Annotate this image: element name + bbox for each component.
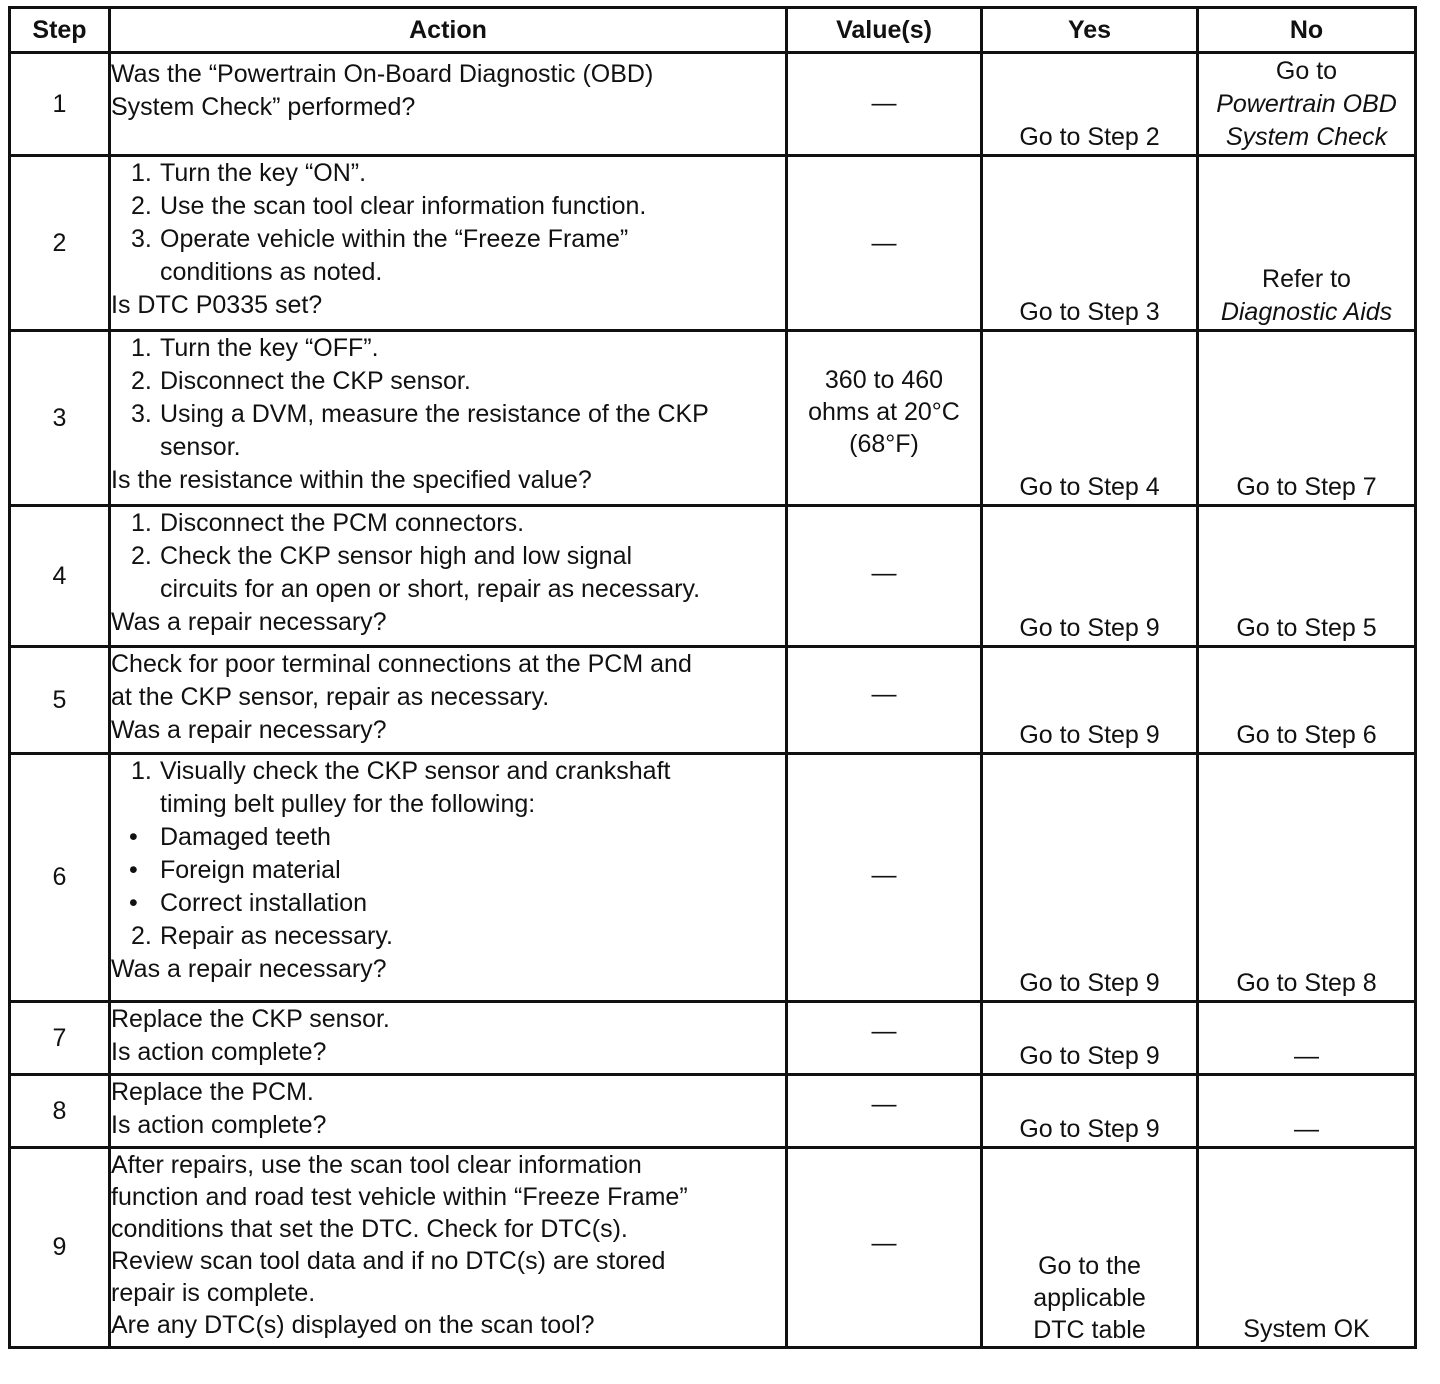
- action-cell: [110, 506, 787, 647]
- table-row: [10, 754, 1416, 1002]
- value-text: —: [871, 1017, 897, 1045]
- no-text: —: [1294, 1042, 1319, 1070]
- yes-cell: [982, 1002, 1198, 1075]
- no-link[interactable]: Powertrain OBD: [1216, 90, 1397, 118]
- header-row: [10, 8, 1416, 53]
- no-cell: [1198, 647, 1416, 754]
- step-number: 9: [10, 1148, 110, 1348]
- action-item: 2. Repair as necessary.: [131, 922, 393, 950]
- value-text: —: [871, 680, 897, 708]
- value-cell: [787, 1075, 982, 1148]
- step-number: 8: [10, 1075, 110, 1148]
- yes-text: Go to Step 3: [1019, 298, 1160, 326]
- action-continuation: sensor.: [160, 433, 241, 461]
- table-row: [10, 331, 1416, 506]
- action-line: Was a repair necessary?: [111, 716, 387, 744]
- bullet-item: • Damaged teeth: [129, 823, 331, 851]
- value-cell: [787, 647, 982, 754]
- yes-text: Go to Step 9: [1019, 1042, 1160, 1070]
- step-number: 3: [10, 331, 110, 506]
- action-item: 1. Turn the key “OFF”.: [131, 334, 379, 362]
- header-action: Action: [110, 8, 787, 53]
- no-text: Go to Step 5: [1236, 614, 1377, 642]
- step-number: 7: [10, 1002, 110, 1075]
- action-cell: [110, 1002, 787, 1075]
- action-line: Was the “Powertrain On-Board Diagnostic (OBD): [111, 60, 654, 88]
- value-text: —: [871, 1090, 897, 1118]
- action-line: After repairs, use the scan tool clear information: [111, 1151, 642, 1179]
- action-line: at the CKP sensor, repair as necessary.: [111, 683, 550, 711]
- yes-cell: [982, 331, 1198, 506]
- yes-cell: [982, 506, 1198, 647]
- action-line: Are any DTC(s) displayed on the scan tool?: [111, 1311, 595, 1339]
- value-cell: [787, 1148, 982, 1348]
- yes-text: Go to Step 9: [1019, 1115, 1160, 1143]
- action-line: System Check” performed?: [111, 93, 416, 121]
- step-number: 6: [10, 754, 110, 1002]
- action-line: Review scan tool data and if no DTC(s) are stored: [111, 1247, 666, 1275]
- no-text: Go to: [1275, 57, 1338, 85]
- yes-cell: [982, 754, 1198, 1002]
- no-cell: [1198, 506, 1416, 647]
- header-no: No: [1198, 8, 1416, 53]
- action-item: 2. Disconnect the CKP sensor.: [131, 367, 471, 395]
- header-step: Step: [10, 8, 110, 53]
- action-item: 3. Using a DVM, measure the resistance of the CKP: [131, 400, 709, 428]
- no-link[interactable]: Diagnostic Aids: [1220, 298, 1393, 326]
- no-text: —: [1294, 1115, 1319, 1143]
- action-question: Was a repair necessary?: [111, 608, 387, 636]
- yes-text: Go to Step 4: [1019, 473, 1160, 501]
- yes-cell: [982, 53, 1198, 156]
- action-line: Replace the PCM.: [111, 1078, 314, 1106]
- step-number: 2: [10, 156, 110, 331]
- no-cell: [1198, 1075, 1416, 1148]
- no-cell: [1198, 156, 1416, 331]
- no-cell: [1198, 754, 1416, 1002]
- no-text: Go to Step 8: [1236, 969, 1377, 997]
- bullet-item: • Foreign material: [129, 856, 341, 884]
- no-text: System OK: [1243, 1315, 1370, 1343]
- value-text: —: [871, 229, 897, 257]
- action-line: Is action complete?: [111, 1111, 327, 1139]
- step-number: 5: [10, 647, 110, 754]
- action-item: 3. Operate vehicle within the “Freeze Frame”: [131, 225, 629, 253]
- action-question: Was a repair necessary?: [111, 955, 387, 983]
- value-cell: [787, 754, 982, 1002]
- table-row: [10, 53, 1416, 156]
- value-text: ohms at 20°C: [808, 398, 960, 426]
- no-cell: [1198, 331, 1416, 506]
- action-question: Is DTC P0335 set?: [111, 291, 323, 319]
- yes-text: Go to Step 2: [1019, 123, 1160, 151]
- header-yes: Yes: [982, 8, 1198, 53]
- value-text: —: [871, 559, 897, 587]
- value-cell: [787, 506, 982, 647]
- yes-cell: [982, 647, 1198, 754]
- step-number: 4: [10, 506, 110, 647]
- action-item: 1. Disconnect the PCM connectors.: [131, 509, 525, 537]
- value-text: —: [871, 861, 897, 889]
- action-line: repair is complete.: [111, 1279, 316, 1307]
- action-question: Is the resistance within the specified value?: [111, 466, 592, 494]
- action-cell: [110, 647, 787, 754]
- yes-text: Go to Step 9: [1019, 721, 1160, 749]
- table-row: [10, 156, 1416, 331]
- no-text: Go to Step 7: [1236, 473, 1377, 501]
- no-link[interactable]: System Check: [1225, 123, 1388, 151]
- action-line: Replace the CKP sensor.: [111, 1005, 390, 1033]
- yes-text: DTC table: [1033, 1316, 1146, 1344]
- value-cell: [787, 331, 982, 506]
- value-cell: [787, 53, 982, 156]
- action-cell: [110, 331, 787, 506]
- value-text: —: [871, 1229, 897, 1257]
- action-line: Is action complete?: [111, 1038, 327, 1066]
- no-cell: [1198, 1002, 1416, 1075]
- diagnostic-table: [8, 6, 1417, 1349]
- yes-cell: [982, 1148, 1198, 1348]
- table-row: [10, 1075, 1416, 1148]
- no-text: Refer to: [1262, 265, 1351, 293]
- table-row: [10, 506, 1416, 647]
- action-cell: [110, 1148, 787, 1348]
- value-cell: [787, 1002, 982, 1075]
- yes-cell: [982, 156, 1198, 331]
- action-cell: [110, 156, 787, 331]
- no-cell: [1198, 1148, 1416, 1348]
- yes-text: applicable: [1033, 1284, 1146, 1312]
- action-line: Check for poor terminal connections at the PCM and: [111, 650, 692, 678]
- value-text: 360 to 460: [824, 366, 944, 394]
- action-item: 1. Turn the key “ON”.: [131, 159, 367, 187]
- no-text: Go to Step 6: [1236, 721, 1377, 749]
- value-cell: [787, 156, 982, 331]
- action-cell: [110, 1075, 787, 1148]
- step-number: 1: [10, 53, 110, 156]
- table-row: [10, 1148, 1416, 1348]
- action-item: 2. Check the CKP sensor high and low signal: [131, 542, 633, 570]
- value-text: —: [871, 89, 897, 117]
- yes-cell: [982, 1075, 1198, 1148]
- table-row: [10, 1002, 1416, 1075]
- action-item: 2. Use the scan tool clear information function.: [131, 192, 647, 220]
- action-continuation: circuits for an open or short, repair as necessary.: [160, 575, 701, 603]
- value-text: (68°F): [849, 430, 919, 458]
- action-continuation: conditions as noted.: [160, 258, 383, 286]
- table-row: [10, 647, 1416, 754]
- yes-text: Go to Step 9: [1019, 969, 1160, 997]
- action-line: function and road test vehicle within “Freeze Frame”: [111, 1183, 688, 1211]
- yes-text: Go to Step 9: [1019, 614, 1160, 642]
- yes-text: Go to the: [1038, 1252, 1141, 1280]
- no-cell: [1198, 53, 1416, 156]
- bullet-item: • Correct installation: [129, 889, 368, 917]
- action-cell: [110, 53, 787, 156]
- action-continuation: timing belt pulley for the following:: [160, 790, 536, 818]
- action-item: 1. Visually check the CKP sensor and crankshaft: [131, 757, 671, 785]
- action-line: conditions that set the DTC. Check for DTC(s).: [111, 1215, 628, 1243]
- header-values: Value(s): [787, 8, 982, 53]
- action-cell: [110, 754, 787, 1002]
